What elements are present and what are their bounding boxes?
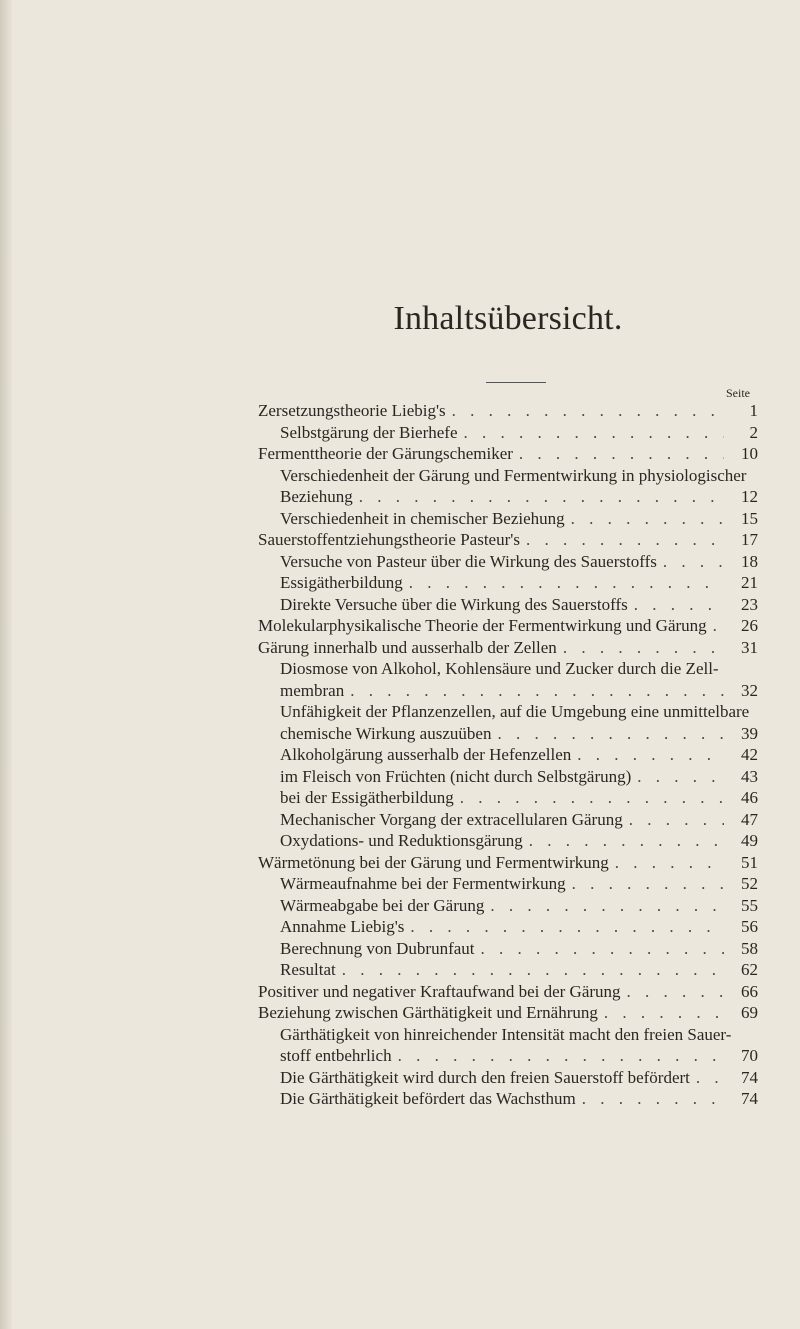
- toc-entry-page: 55: [741, 895, 758, 915]
- toc-entry: [258, 551, 758, 573]
- toc-entry-title: Positiver und negativer Kraftaufwand bei der Gärung: [258, 981, 621, 1001]
- leader-dots: [460, 787, 724, 809]
- toc-entry-page: 10: [741, 444, 758, 463]
- leader-dots: [350, 680, 724, 702]
- book-page: [258, 0, 758, 1329]
- toc-entry-page: 66: [741, 981, 758, 1001]
- toc-entry-title: Direkte Versuche über die Wirkung des Sauerstoffs: [280, 594, 628, 614]
- toc-entry-title: Verschiedenheit in chemischer Beziehung: [280, 508, 565, 528]
- toc-entry: [258, 637, 758, 659]
- toc-entry: [258, 701, 758, 723]
- toc-entry-title: Gärthätigkeit von hinreichender Intensität macht den freien Sauer-: [280, 1024, 732, 1044]
- toc-entry-title: Alkoholgärung ausserhalb der Hefenzellen: [280, 745, 572, 764]
- toc-entry-title: Beziehung: [280, 487, 353, 506]
- leader-dots: [571, 508, 724, 530]
- leader-dots: [342, 959, 724, 981]
- toc-entry-page: 74: [741, 1089, 758, 1108]
- leader-dots: [497, 723, 724, 745]
- toc-entry: [258, 529, 758, 551]
- page-column-label: Seite: [726, 386, 750, 400]
- leader-dots: [452, 400, 724, 422]
- toc-entry-title: bei der Essigätherbildung: [280, 788, 454, 807]
- leader-dots: [634, 594, 724, 616]
- page-binding-shadow: [0, 0, 12, 1329]
- toc-entry: [258, 594, 758, 616]
- leader-dots: [637, 766, 724, 788]
- toc-entry-page: 51: [741, 852, 758, 872]
- toc-entry: [258, 830, 758, 852]
- toc-entry-title: Essigätherbildung: [280, 573, 403, 592]
- toc-entry: [258, 895, 758, 917]
- leader-dots: [464, 422, 725, 444]
- toc-entry-title: Molekularphysikalische Theorie der Fermentwirkung und Gärung: [258, 616, 707, 635]
- toc-entry-title: Fermenttheorie der Gärungschemiker: [258, 444, 513, 463]
- toc-entry: [258, 873, 758, 895]
- toc-entry: [258, 744, 758, 766]
- toc-entry: [258, 1002, 758, 1024]
- toc-entry-page: 52: [741, 874, 758, 893]
- toc-entry-page: 1: [749, 401, 758, 420]
- leader-dots: [663, 551, 724, 573]
- toc-entry: [258, 852, 758, 874]
- leader-dots: [398, 1045, 724, 1067]
- toc-entry-title: Zersetzungstheorie Liebig's: [258, 401, 446, 420]
- toc-entry-title: chemische Wirkung auszuüben: [280, 723, 492, 743]
- toc-entry: [258, 508, 758, 530]
- toc-entry-page: 47: [741, 809, 758, 829]
- toc-entry-title: im Fleisch von Früchten (nicht durch Selbstgärung): [280, 766, 632, 786]
- leader-dots: [410, 916, 724, 938]
- leader-dots: [526, 529, 724, 551]
- toc-entry-title: Wärmeaufnahme bei der Fermentwirkung: [280, 874, 566, 893]
- toc-entry: [258, 486, 758, 508]
- toc-entry-page: 42: [741, 745, 758, 764]
- toc-entry-page: 26: [741, 616, 758, 635]
- toc-entry: [258, 658, 758, 680]
- toc-entry-title: Wärmetönung bei der Gärung und Fermentwirkung: [258, 852, 609, 872]
- toc-entry: [258, 959, 758, 981]
- toc-entry-title: Sauerstoffentziehungstheorie Pasteur's: [258, 530, 520, 549]
- toc-entry-title: Die Gärthätigkeit wird durch den freien Sauerstoff befördert: [280, 1067, 690, 1087]
- page-title: Inhaltsübersicht.: [393, 300, 623, 337]
- toc-entry-title: membran: [280, 680, 345, 700]
- toc-entry: [258, 938, 758, 960]
- leader-dots: [713, 615, 724, 637]
- toc-entry: [258, 723, 758, 745]
- toc-entry-title: Beziehung zwischen Gärthätigkeit und Ernährung: [258, 1003, 598, 1022]
- leader-dots: [696, 1067, 724, 1089]
- toc-entry: [258, 1024, 758, 1046]
- toc-entry: [258, 465, 758, 487]
- toc-entry-page: 2: [749, 422, 758, 442]
- toc-entry: [258, 916, 758, 938]
- toc-entry: [258, 1067, 758, 1089]
- toc-entry-page: 12: [741, 487, 758, 506]
- toc-entry-page: 69: [741, 1003, 758, 1022]
- toc-entry-page: 70: [741, 1046, 758, 1065]
- toc-entry-page: 49: [741, 831, 758, 850]
- toc-entry-page: 32: [741, 680, 758, 700]
- toc-entry: [258, 766, 758, 788]
- table-of-contents: [258, 400, 758, 1110]
- toc-entry-title: Diosmose von Alkohol, Kohlensäure und Zucker durch die Zell-: [280, 659, 719, 678]
- toc-entry-title: Wärmeabgabe bei der Gärung: [280, 895, 485, 915]
- toc-entry-page: 43: [741, 766, 758, 786]
- toc-entry: [258, 809, 758, 831]
- leader-dots: [359, 486, 724, 508]
- toc-entry: [258, 981, 758, 1003]
- toc-entry-page: 62: [741, 960, 758, 979]
- toc-entry: [258, 787, 758, 809]
- toc-entry-page: 74: [741, 1067, 758, 1087]
- leader-dots: [629, 809, 724, 831]
- toc-entry: [258, 572, 758, 594]
- toc-entry: [258, 615, 758, 637]
- toc-entry-page: 58: [741, 938, 758, 958]
- leader-dots: [529, 830, 724, 852]
- toc-entry-page: 56: [741, 917, 758, 936]
- toc-entry: [258, 443, 758, 465]
- leader-dots: [604, 1002, 724, 1024]
- title-divider: [486, 382, 546, 383]
- toc-entry-page: 18: [741, 551, 758, 571]
- toc-entry: [258, 680, 758, 702]
- toc-entry-title: stoff entbehrlich: [280, 1046, 392, 1065]
- leader-dots: [572, 873, 724, 895]
- toc-entry-page: 31: [741, 637, 758, 657]
- toc-entry-title: Die Gärthätigkeit befördert das Wachsthum: [280, 1089, 576, 1108]
- leader-dots: [490, 895, 724, 917]
- toc-entry-title: Versuche von Pasteur über die Wirkung des Sauerstoffs: [280, 551, 657, 571]
- toc-entry-title: Gärung innerhalb und ausserhalb der Zellen: [258, 637, 557, 657]
- toc-entry-title: Mechanischer Vorgang der extracellularen Gärung: [280, 809, 623, 829]
- toc-entry: [258, 1045, 758, 1067]
- toc-entry: [258, 400, 758, 422]
- toc-entry-page: 17: [741, 530, 758, 549]
- toc-entry-title: Selbstgärung der Bierhefe: [280, 422, 458, 442]
- toc-entry-page: 15: [741, 508, 758, 528]
- leader-dots: [409, 572, 724, 594]
- toc-entry-title: Berechnung von Dubrunfaut: [280, 938, 475, 958]
- leader-dots: [519, 443, 724, 465]
- toc-entry-title: Resultat: [280, 960, 336, 979]
- toc-entry-title: Annahme Liebig's: [280, 917, 405, 936]
- leader-dots: [627, 981, 724, 1003]
- leader-dots: [615, 852, 724, 874]
- leader-dots: [577, 744, 724, 766]
- toc-entry-page: 46: [741, 788, 758, 807]
- toc-entry: [258, 1088, 758, 1110]
- toc-entry-title: Unfähigkeit der Pflanzenzellen, auf die Umgebung eine unmittelbare: [280, 702, 750, 721]
- toc-entry-title: Verschiedenheit der Gärung und Fermentwirkung in physiologischer: [280, 465, 747, 485]
- toc-entry: [258, 422, 758, 444]
- leader-dots: [582, 1088, 724, 1110]
- leader-dots: [563, 637, 724, 659]
- toc-entry-page: 21: [741, 573, 758, 592]
- toc-entry-title: Oxydations- und Reduktionsgärung: [280, 831, 523, 850]
- leader-dots: [481, 938, 724, 960]
- toc-entry-page: 23: [741, 594, 758, 614]
- toc-entry-page: 39: [741, 723, 758, 743]
